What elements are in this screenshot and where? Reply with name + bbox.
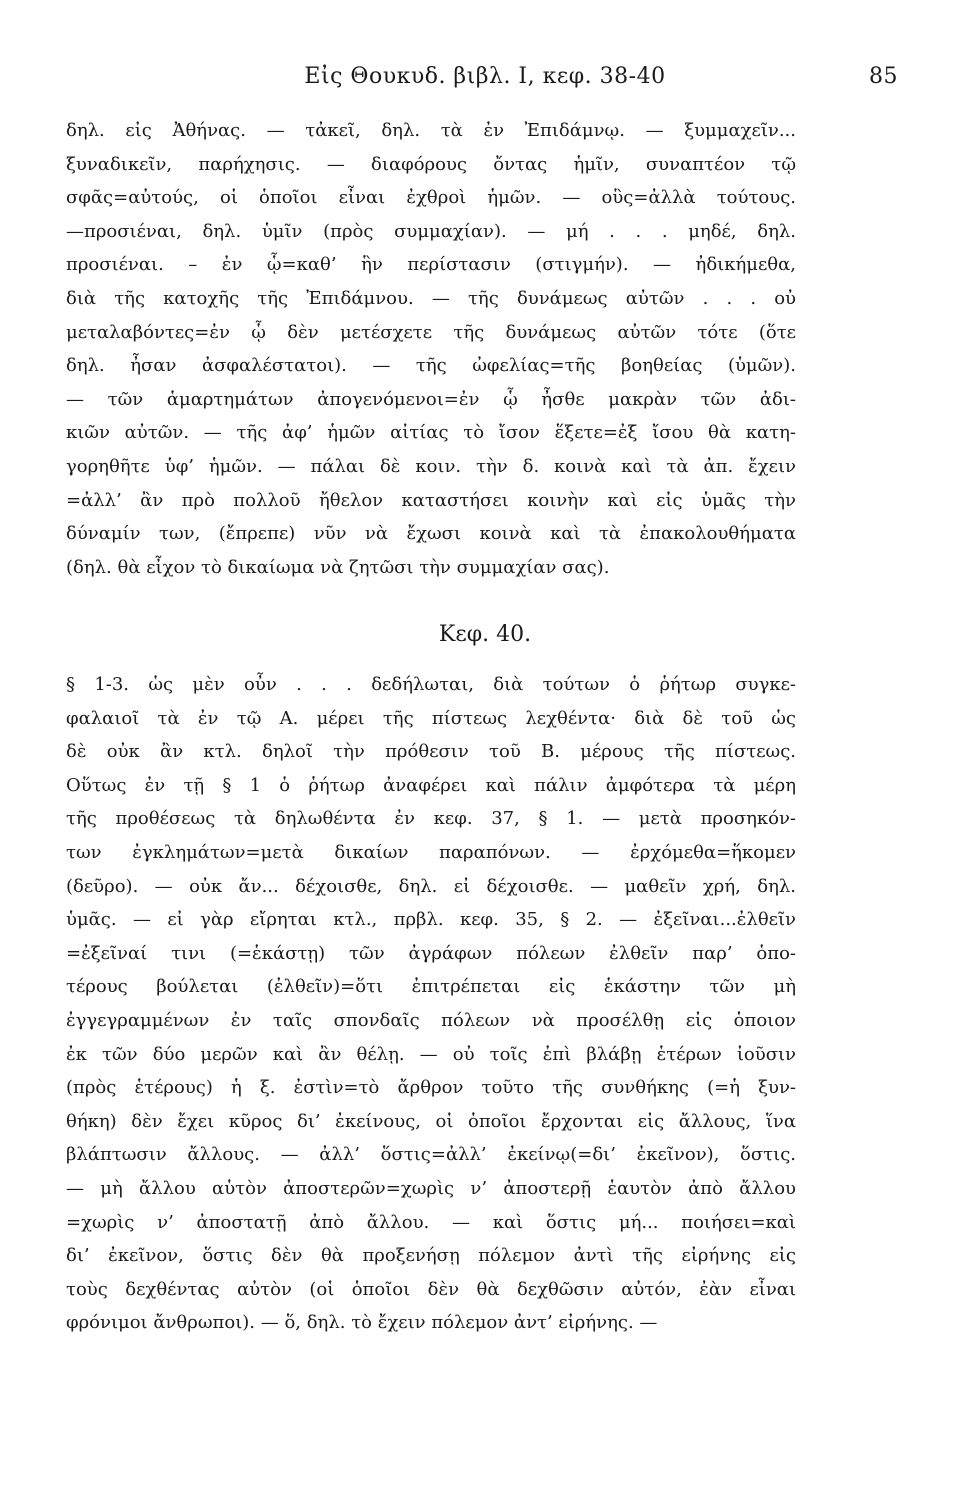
text-line: ἐγγεγραμμένων ἐν ταῖς σπονδαῖς πόλεων νὰ προσέλθῃ εἰς ὁποιον [66, 1009, 796, 1031]
text-line: —προσιέναι, δηλ. ὑμῖν (πρὸς συμμαχίαν). — μή . . . μηδέ, δηλ. [66, 220, 796, 242]
text-line: — τῶν ἁμαρτημάτων ἀπογενόμενοι=ἐν ᾧ ἦσθε μακρὰν τῶν ἀδι- [66, 388, 796, 410]
text-line: τῆς προθέσεως τὰ δηλωθέντα ἐν κεφ. 37, § 1. — μετὰ προσηκόν- [66, 808, 796, 830]
text-line: γορηθῆτε ὑφ’ ἡμῶν. — πάλαι δὲ κοιν. τὴν δ. κοινὰ καὶ τὰ ἀπ. ἔχειν [66, 455, 796, 477]
text-line: (δηλ. θὰ εἶχον τὸ δικαίωμα νὰ ζητῶσι τὴν συμμαχίαν σας). [66, 556, 610, 578]
text-line: θήκη) δὲν ἔχει κῦρος δι’ ἐκείνους, οἱ ὁποῖοι ἔρχονται εἰς ἄλλους, ἵνα [66, 1110, 796, 1132]
text-line: φρόνιμοι ἄνθρωποι). — ὅ, δηλ. τὸ ἔχειν πόλεμον ἀντ’ εἰρήνης. — [66, 1312, 658, 1334]
text-line: =ἀλλ’ ἂν πρὸ πολλοῦ ἤθελον καταστήσει κοινὴν καὶ εἰς ὑμᾶς τὴν [66, 489, 796, 511]
text-line: δύναμίν των, (ἔπρεπε) νῦν νὰ ἔχωσι κοινὰ καὶ τὰ ἐπακολουθήματα [66, 523, 796, 545]
text-line: σφᾶς=αὐτούς, οἱ ὁποῖοι εἶναι ἐχθροὶ ἡμῶν. — οὓς=ἀλλὰ τούτους. [66, 187, 796, 209]
text-line: Οὕτως ἐν τῇ § 1 ὁ ῥήτωρ ἀναφέρει καὶ πάλιν ἀμφότερα τὰ μέρη [66, 774, 796, 796]
text-line: (πρὸς ἑτέρους) ἡ ξ. ἐστὶν=τὸ ἄρθρον τοῦτο τῆς συνθήκης (=ἡ ξυν- [66, 1077, 796, 1099]
text-line: των ἐγκλημάτων=μετὰ δικαίων παραπόνων. — ἐρχόμεθα=ἥκομεν [66, 841, 796, 863]
text-line: ἐκ τῶν δύο μερῶν καὶ ἂν θέλῃ. — οὐ τοῖς ἐπὶ βλάβῃ ἑτέρων ἰοῦσιν [66, 1043, 796, 1065]
text-line: ὑμᾶς. — εἰ γὰρ εἴρηται κτλ., πρβλ. κεφ. 35, § 2. — ἐξεῖναι...ἐλθεῖν [66, 909, 796, 931]
text-line: κιῶν αὐτῶν. — τῆς ἀφ’ ἡμῶν αἰτίας τὸ ἴσον ἕξετε=ἐξ ἴσου θὰ κατη- [66, 422, 796, 444]
commentary-block-top [66, 114, 796, 584]
text-line: (δεῦρο). — οὐκ ἄν... δέχοισθε, δηλ. εἰ δέχοισθε. — μαθεῖν χρή, δηλ. [66, 875, 796, 897]
text-line: =χωρὶς ν’ ἀποστατῇ ἀπὸ ἄλλου. — καὶ ὅστις μή... ποιήσει=καὶ [66, 1211, 796, 1233]
text-line: ξυναδικεῖν, παρήχησις. — διαφόρους ὄντας ἡμῖν, συναπτέον τῷ [66, 153, 796, 175]
text-line: δι’ ἐκεῖνον, ὅστις δὲν θὰ προξενήσῃ πόλεμον ἀντὶ τῆς εἰρήνης εἰς [66, 1245, 796, 1267]
text-line: — μὴ ἄλλου αὑτὸν ἀποστερῶν=χωρὶς ν’ ἀποστερῇ ἑαυτὸν ἀπὸ ἄλλου [66, 1177, 796, 1199]
text-line: δὲ οὐκ ἂν κτλ. δηλοῖ τὴν πρόθεσιν τοῦ Β. μέρους τῆς πίστεως. [66, 741, 796, 763]
text-line: διὰ τῆς κατοχῆς τῆς Ἐπιδάμνου. — τῆς δυνάμεως αὐτῶν . . . οὐ [66, 287, 796, 309]
text-line: φαλαιοῖ τὰ ἐν τῷ Α. μέρει τῆς πίστεως λεχθέντα· διὰ δὲ τοῦ ὡς [66, 707, 796, 729]
running-header [60, 64, 910, 104]
page-number: 85 [869, 64, 898, 89]
text-line: τοὺς δεχθέντας αὐτὸν (οἱ ὁποῖοι δὲν θὰ δεχθῶσιν αὐτόν, ἐὰν εἶναι [66, 1278, 796, 1300]
text-line: δηλ. ἦσαν ἀσφαλέστατοι). — τῆς ὠφελίας=τῆς βοηθείας (ὑμῶν). [66, 355, 796, 377]
text-line: τέρους βούλεται (ἐλθεῖν)=ὅτι ἐπιτρέπεται εἰς ἑκάστην τῶν μὴ [66, 976, 796, 998]
section-heading: Κεφ. 40. [438, 622, 532, 647]
text-line: προσιέναι. – ἐν ᾧ=καθ’ ἣν περίστασιν (στιγμήν). — ἠδικήμεθα, [66, 254, 796, 276]
text-line: βλάπτωσιν ἄλλους. — ἀλλ’ ὅστις=ἀλλ’ ἐκείνῳ(=δι’ ἐκεῖνον), ὅστις. [66, 1144, 796, 1166]
text-line: δηλ. εἰς Ἀθήνας. — τἀκεῖ, δηλ. τὰ ἐν Ἐπιδάμνῳ. — ξυμμαχεῖν... [66, 120, 796, 141]
running-title: Εἰς Θουκυδ. βιβλ. I, κεφ. 38-40 [304, 64, 666, 89]
text-line: =ἐξεῖναί τινι (=ἑκάστῃ) τῶν ἀγράφων πόλεων ἐλθεῖν παρ’ ὁπο- [66, 942, 796, 964]
commentary-block-bottom [66, 668, 796, 1340]
text-line: § 1-3. ὡς μὲν οὖν . . . δεδήλωται, διὰ τούτων ὁ ῥήτωρ συγκε- [66, 674, 796, 695]
text-line: μεταλαβόντες=ἐν ᾧ δὲν μετέσχετε τῆς δυνάμεως αὐτῶν τότε (ὅτε [66, 321, 796, 343]
